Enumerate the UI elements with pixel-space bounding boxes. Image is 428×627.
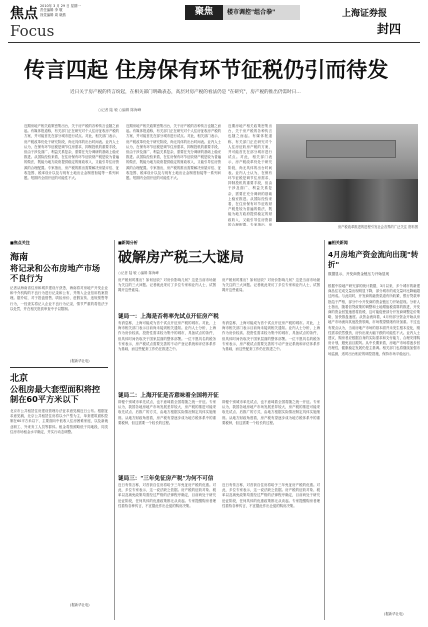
story-2-headline: 公租房最大套型面积将控制在60平方米以下 [10, 384, 101, 404]
header-divider [8, 42, 420, 43]
related-body: 根据中原地产研究部的统计数据，3月以来，多个城市的新建商品住宅成交量出现明显下降，部分城市的成交量环比降幅超过两成。与此同时，开发商的融资渠道有所收紧，银行贷款审批趋于严格，部分中小开发商的资金链压力开始显现。分析人士指出，随着信贷政策的调整和土地增值税清算的推进，开发商的资金回笼速度将放缓，这可能促使部分开发商调整定价策略，加快推盘速度。从资金流向看，4月份部分资金开始从房地产市场流向其他投资领域，市场观望情绪有所加重。不过也有观点认为，当前房地产市场的基本面并未发生根本变化，刚性需求依然强劲，房价出现大幅下跌的可能性不大。业内人士建议，购房者应根据自身的实际需求和支付能力，合理安排购房计划，避免盲目跟风。从中长期来看，房地产市场将逐步回归理性，健康稳定发展仍是主基调。相关部门也将继续加强市场监测，适时出台相应的调控措施，保持市场平稳运行。 [328, 284, 420, 356]
section-name-en: Focus [10, 22, 55, 40]
story-1-body: 记者从海南省住房和城乡建设厅获悉，海南将对房地产开发企业和中介机构的不良行为进行记录和公布，并纳入企业信用档案管理。据介绍，对于捂盘惜售、哄抬房价、虚假宣传、违规预售等行为，一经查实将记入企业不良行为记录，情节严重的将依法予以处罚，并在相关资质审查中予以限制。 [10, 286, 108, 311]
story-2-byline: (据新华社电) [70, 603, 90, 607]
section-2-body-a: 即便个别城市率先试点，也不意味着全国将随之统一开征。专家认为，我国各地房地产市场发展差异较大，房产税的推进可能采取先试点、后推广的方式，由地方根据实际情况制定具体实施细则。从地方财政角度看，房产税有望逐步成为地方税体系中的重要税种，但这需要一个较长的过程。 [118, 400, 216, 425]
related-headline: 4月房地产资金流向出现"转折" [328, 250, 419, 269]
lead-headline: 传言四起 住房保有环节征税仍引而待发 [24, 58, 389, 82]
lead-body-col-3: 近期房地产相关政策密集出台，关于房产税的各种传言也随之而起。有媒体报道称，有关部门正在研究对个人住房征收房产税的方案，并可能首先在部分城市进行试点。对此，相关部门表示，房产税改革仍处于研究阶段，尚无具体的出台时间表。业内人士认为，在保有环节征税是调节住房需求、抑制投机的重要手段，但由于涉及面广、利益关系复杂，需要在充分调研的基础上稳妥推进。从国际经验来看，在住房保有环节征收财产税是较为普遍的做法，既能为地方政府提供稳定的财政收入，又能引导住房资源的合理配置。专家指出，房 [228, 124, 272, 226]
photo-banner-shape [306, 140, 396, 158]
section-1-body-a: 有消息称，上海可能成为首个试点开征房产税的城市。对此，上海市相关部门表示目前尚未接到相关通知。业内人士分析，上海作为房价较高、投资性需求较为集中的城市，具备试点的条件，但具体时间仍取决于国家层面的整体部署。一位不愿具名的税务专家表示，房产税试点需要完善的不动产登记系统和评估体系作为基础，而这些配套工作仍在推进之中。 [118, 321, 216, 352]
issue-date: 2010年 3 月 29 日 星期一 [40, 4, 81, 8]
focus-banner [185, 5, 300, 20]
analysis-intro-b: 房产税何时推出？如何征收？对房价影响几何？这是当前市场最为关注的三大问题。记者就此采访了多位专家和业内人士，试图揭开这些谜局。 [222, 278, 320, 293]
right-column-divider [324, 240, 325, 620]
related-byline: (据新华社电) [384, 612, 404, 616]
story-2-place: 北京 [10, 374, 29, 384]
lead-body-col-2: 近期房地产相关政策密集出台，关于房产税的各种传言也随之而起。有媒体报道称，有关部门正在研究对个人住房征收房产税的方案，并可能首先在部分城市进行试点。对此，相关部门表示，房产税改革仍处于研究阶段，尚无具体的出台时间表。业内人士认为，在保有环节征税是调节住房需求、抑制投机的重要手段，但由于涉及面广、利益关系复杂，需要在充分调研的基础上稳妥推进。从国际经验来看，在住房保有环节征收财产税是较为普遍的做法，既能为地方政府提供稳定的财政收入，又能引导住房资源的合理配置。专家指出，房产税的推出需要解决房屋评估、征收范围、税率设计以及与现有土地出让金制度衔接等一系列问题。短期内全面开征的可能性不大。 [126, 124, 221, 181]
analysis-section [118, 240, 320, 620]
issue-info [40, 4, 110, 17]
banner-label: 聚焦 [185, 5, 223, 20]
photo-crowd-shape [276, 179, 418, 222]
section-name: 焦点 [10, 6, 38, 22]
section-1-body-b: 有消息称，上海可能成为首个试点开征房产税的城市。对此，上海市相关部门表示目前尚未接到相关通知。业内人士分析，上海作为房价较高、投资性需求较为集中的城市，具备试点的条件，但具体时间仍取决于国家层面的整体部署。一位不愿具名的税务专家表示，房产税试点需要完善的不动产登记系统和评估体系作为基础，而这些配套工作仍在推进之中。 [222, 321, 320, 352]
section-2-body-b: 即便个别城市率先试点，也不意味着全国将随之统一开征。专家认为，我国各地房地产市场发展差异较大，房产税的推进可能采取先试点、后推广的方式，由地方根据实际情况制定具体实施细则。从地方财政角度看，房产税有望逐步成为地方税体系中的重要税种，但这需要一个较长的过程。 [222, 400, 320, 425]
lead-standfirst: 近日关于房产税的传言纷起，在相关部门明确表态，高层对房产税的看法仍是 "在研究"，房产税的推出仍需时日… [70, 90, 301, 95]
section-3-body-b: 近日有传言称，对首套自住房将给予三年免征房产税的优惠。对此，多位专家表示，这一说法缺乏依据。房产税的征收对象、税率以及减免政策均需经过严格的法律程序确定，目前尚处于研究论证阶段，任何具体的优惠政策都无从谈起。专家提醒购房者理性看待各种传言，不宜据此作出仓促的购房决策。 [222, 483, 320, 508]
issue-designer: 视觉编辑 周 晓燕 [40, 12, 66, 17]
section-3-body-a: 近日有传言称，对首套自住房将给予三年免征房产税的优惠。对此，多位专家表示，这一说法缺乏依据。房产税的征收对象、税率以及减免政策均需经过严格的法律程序确定，目前尚处于研究论证阶段，任何具体的优惠政策都无从谈起。专家提醒购房者理性看待各种传言，不宜据此作出仓促的购房决策。 [118, 483, 216, 508]
page-number: 封四 [377, 22, 402, 36]
lead-body-col-1: 近期房地产相关政策密集出台，关于房产税的各种传言也随之而起。有媒体报道称，有关部门正在研究对个人住房征收房产税的方案，并可能首先在部分城市进行试点。对此，相关部门表示，房产税改革仍处于研究阶段，尚无具体的出台时间表。业内人士认为，在保有环节征税是调节住房需求、抑制投机的重要手段，但由于涉及面广、利益关系复杂，需要在充分调研的基础上稳妥推进。从国际经验来看，在住房保有环节征收财产税是较为普遍的做法，既能为地方政府提供稳定的财政收入，又能引导住房资源的合理配置。专家指出，房产税的推出需要解决房屋评估、征收范围、税率设计以及与现有土地出让金制度衔接等一系列问题。短期内全面开征的可能性不大。 [24, 124, 119, 181]
left-column-divider [114, 240, 115, 620]
analysis-intro-a: 房产税何时推出？如何征收？对房价影响几何？这是当前市场最为关注的三大问题。记者就此采访了多位专家和业内人士，试图揭开这些谜局。 [118, 278, 216, 293]
story-1-place: 海南 [10, 253, 29, 263]
story-divider [10, 367, 108, 368]
analysis-headline: 破解房产税三大谜局 [118, 250, 244, 266]
story-2-body: 北京市公共租赁住房建设管理办法征求意见稿近日公布。根据征求意见稿，北京公共租赁住房将以小户型为主，单套建筑面积控制在60平方米以下，主要面向中低收入住房困难家庭，以及新就业职工、外来务工人员等群体。租金将按照略低于同地段、同类住房市场租金水平确定，并实行动态调整。 [10, 409, 108, 434]
banner-subtitle: 楼市调控"组合拳" [227, 9, 276, 16]
section-3-heading: 谜局三："三年免征房产税"为何不可信 [118, 476, 214, 482]
paper-name: 上海证券报 [342, 9, 388, 19]
left-column [10, 240, 110, 620]
story-1-headline: 将记录和公布房地产市场不良行为 [10, 263, 101, 283]
issue-editor: 责任编辑 李 敬 [40, 8, 63, 13]
analysis-kicker: ■新闻分析 [118, 240, 138, 245]
lead-photo-caption: 房产税改革推进的进程引发社会各界的广泛关注 资料图 [337, 225, 418, 229]
lead-byline: ○记者 陆 敏 ○编辑 陈海峰 [98, 108, 142, 112]
left-kicker: ■焦点关注 [10, 240, 30, 245]
masthead [0, 0, 428, 56]
related-deck: 数据显示，开发商资金链压力开始显现 [328, 272, 390, 276]
analysis-byline: ○记者 陆 敏 ○编辑 陈海峰 [118, 271, 159, 275]
related-news [328, 240, 420, 620]
related-kicker: ■相关新闻 [328, 240, 348, 245]
section-2-heading: 谜局二：上海开征是否意味着全国将开征 [118, 393, 219, 399]
story-1-byline: (据新华社电) [70, 359, 90, 363]
lead-photo [276, 124, 418, 222]
section-1-heading: 谜局一：上海是否将率先试点开征房产税 [118, 314, 219, 320]
